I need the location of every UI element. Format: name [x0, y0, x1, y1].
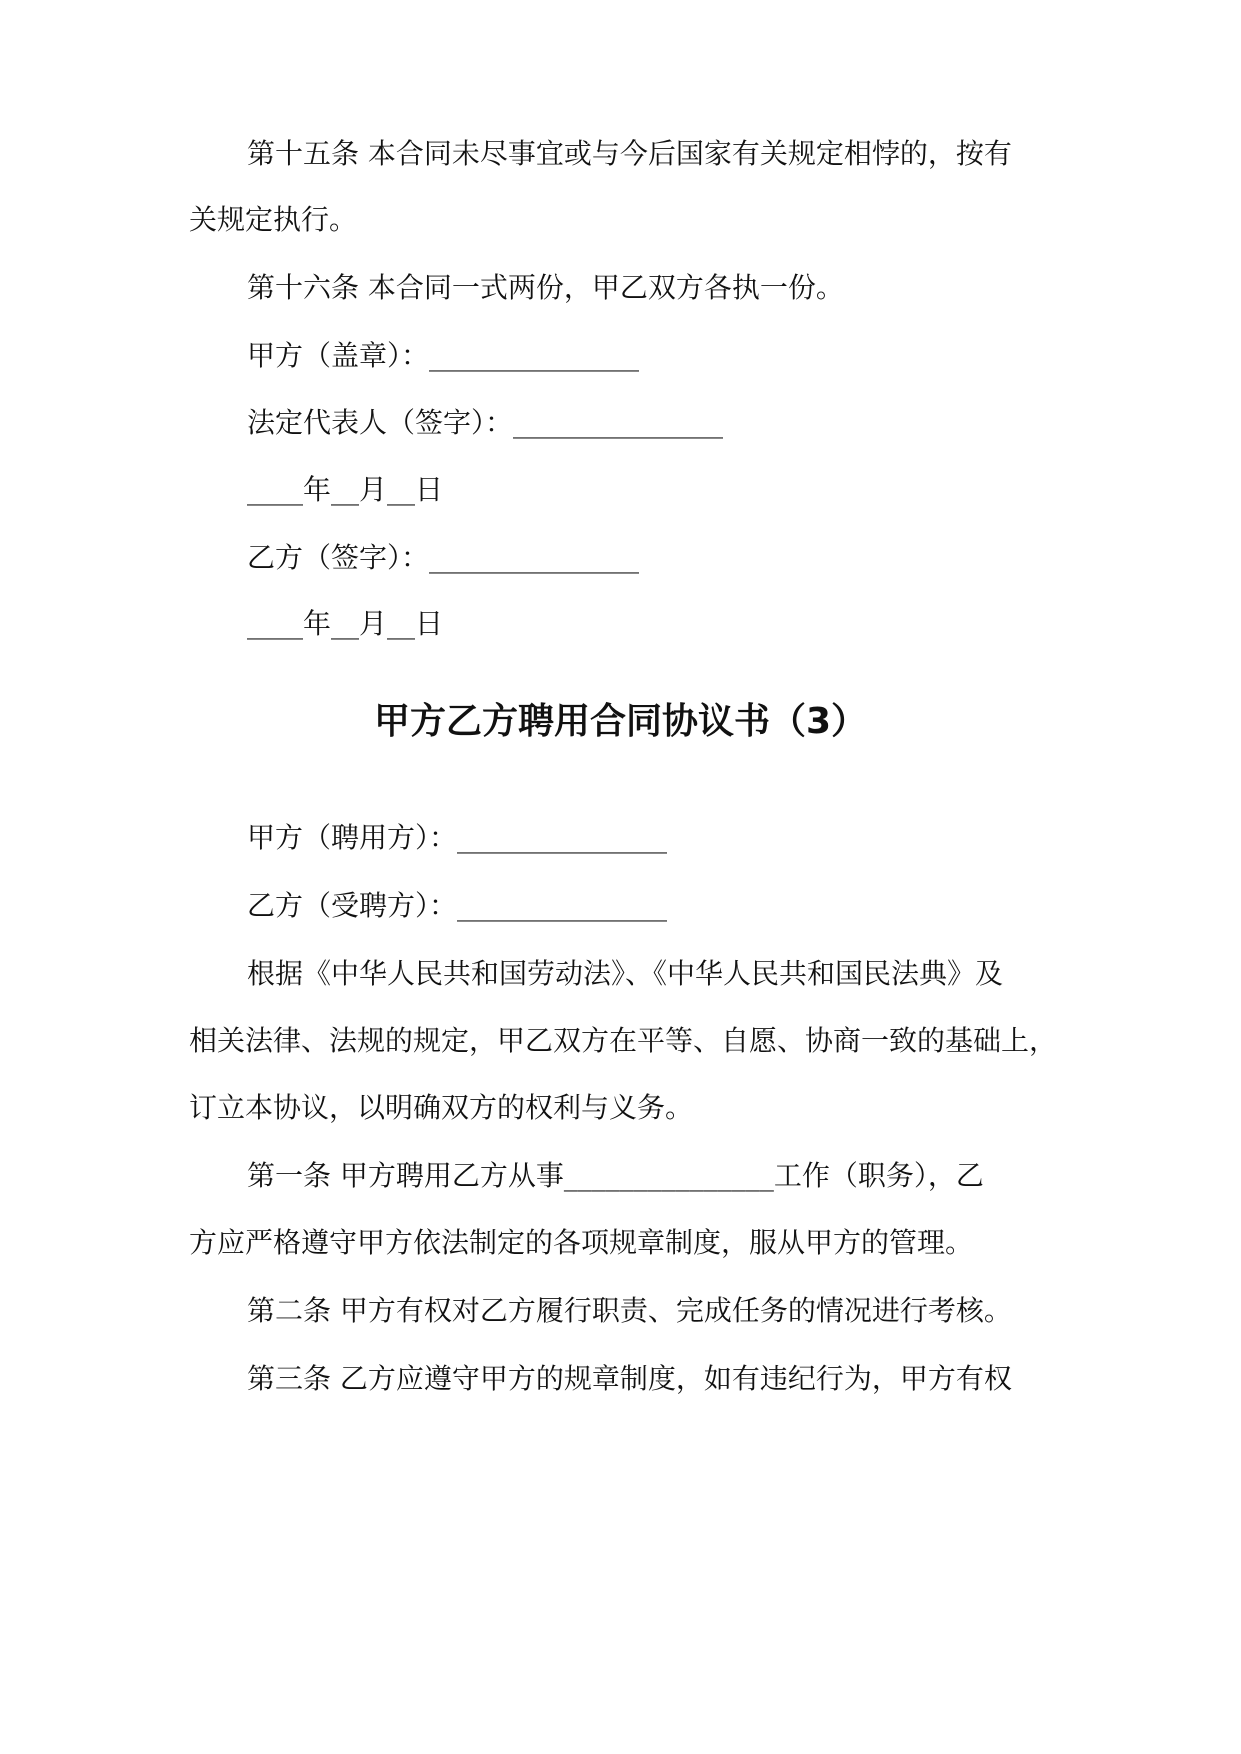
preamble-line-3: 订立本协议，以明确双方的权利与义务。 [189, 1091, 694, 1124]
date-line-2: ____年__月__日 [247, 607, 444, 640]
article-1-line-2: 方应严格遵守甲方依法制定的各项规章制度，服从甲方的管理。 [189, 1226, 974, 1259]
party-b-employee-line: 乙方（受聘方）：_______________ [247, 889, 668, 922]
article-1-line-1: 第一条 甲方聘用乙方从事_______________工作（职务），乙 [247, 1159, 984, 1192]
legal-representative-line: 法定代表人（签字）：_______________ [247, 406, 724, 439]
article-16: 第十六条 本合同一式两份，甲乙双方各执一份。 [247, 271, 844, 304]
article-3-line-1: 第三条 乙方应遵守甲方的规章制度，如有违纪行为，甲方有权 [247, 1362, 1012, 1395]
document-title: 甲方乙方聘用合同协议书（3） [373, 701, 868, 742]
preamble-line-1: 根据《中华人民共和国劳动法》、《中华人民共和国民法典》及 [247, 957, 1004, 990]
party-a-employer-line: 甲方（聘用方）：_______________ [247, 821, 668, 854]
article-15-line-2: 关规定执行。 [189, 203, 358, 236]
article-15-line-1: 第十五条 本合同未尽事宜或与今后国家有关规定相悖的，按有 [247, 137, 1012, 170]
article-2: 第二条 甲方有权对乙方履行职责、完成任务的情况进行考核。 [247, 1294, 1012, 1327]
preamble-line-2: 相关法律、法规的规定，甲乙双方在平等、自愿、协商一致的基础上， [189, 1024, 1058, 1057]
party-b-sign-line: 乙方（签字）：_______________ [247, 541, 640, 574]
party-a-seal-line: 甲方（盖章）：_______________ [247, 339, 640, 372]
date-line-1: ____年__月__日 [247, 473, 444, 506]
